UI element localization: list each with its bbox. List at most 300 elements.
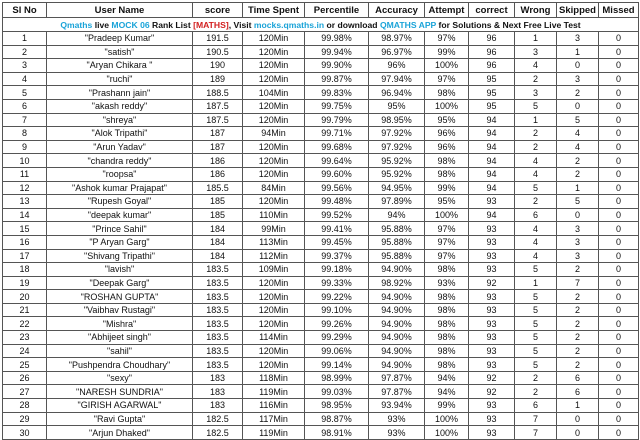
cell-accuracy: 96.97% <box>369 45 425 59</box>
header-attempt: Attempt <box>425 3 469 18</box>
cell-user-name: "P Aryan Garg" <box>47 235 193 249</box>
cell-sl-no: 16 <box>3 235 47 249</box>
cell-missed: 0 <box>599 113 639 127</box>
cell-accuracy: 96% <box>369 59 425 73</box>
cell-time-spent: 120Min <box>243 113 305 127</box>
rank-table <box>2 2 639 440</box>
cell-percentile: 99.56% <box>305 181 369 195</box>
cell-percentile: 99.22% <box>305 290 369 304</box>
cell-score: 187.5 <box>193 99 243 113</box>
cell-sl-no: 29 <box>3 412 47 426</box>
cell-percentile: 99.98% <box>305 32 369 46</box>
cell-score: 186 <box>193 167 243 181</box>
cell-missed: 0 <box>599 235 639 249</box>
cell-sl-no: 19 <box>3 276 47 290</box>
cell-skipped: 2 <box>557 344 599 358</box>
cell-time-spent: 110Min <box>243 208 305 222</box>
cell-user-name: "Ashok kumar Prajapat" <box>47 181 193 195</box>
cell-score: 185 <box>193 208 243 222</box>
cell-accuracy: 94.90% <box>369 263 425 277</box>
cell-missed: 0 <box>599 371 639 385</box>
cell-attempt: 98% <box>425 263 469 277</box>
banner-segment: for Solutions & Next Free Live Test <box>436 19 581 30</box>
cell-percentile: 99.75% <box>305 99 369 113</box>
cell-score: 183.5 <box>193 344 243 358</box>
cell-user-name: "ruchi" <box>47 72 193 86</box>
cell-score: 183.5 <box>193 290 243 304</box>
cell-percentile: 98.99% <box>305 371 369 385</box>
cell-skipped: 2 <box>557 167 599 181</box>
cell-sl-no: 4 <box>3 72 47 86</box>
banner-segment: , Visit <box>228 19 254 30</box>
cell-time-spent: 120Min <box>243 45 305 59</box>
cell-user-name: "Arjun Dhaked" <box>47 426 193 440</box>
cell-missed: 0 <box>599 32 639 46</box>
table-row <box>3 331 639 345</box>
cell-attempt: 100% <box>425 426 469 440</box>
cell-user-name: "chandra reddy" <box>47 154 193 168</box>
cell-score: 188.5 <box>193 86 243 100</box>
header-accuracy: Accuracy <box>369 3 425 18</box>
cell-user-name: "satish" <box>47 45 193 59</box>
cell-time-spent: 120Min <box>243 303 305 317</box>
cell-missed: 0 <box>599 222 639 236</box>
cell-score: 185.5 <box>193 181 243 195</box>
cell-score: 183 <box>193 385 243 399</box>
cell-correct: 96 <box>469 32 515 46</box>
cell-missed: 0 <box>599 358 639 372</box>
cell-attempt: 100% <box>425 208 469 222</box>
cell-missed: 0 <box>599 72 639 86</box>
cell-user-name: "Deepak Garg" <box>47 276 193 290</box>
cell-time-spent: 119Min <box>243 385 305 399</box>
cell-wrong: 3 <box>515 86 557 100</box>
cell-wrong: 7 <box>515 412 557 426</box>
cell-skipped: 1 <box>557 181 599 195</box>
cell-user-name: "Rupesh Goyal" <box>47 195 193 209</box>
cell-skipped: 0 <box>557 426 599 440</box>
cell-wrong: 3 <box>515 45 557 59</box>
cell-score: 182.5 <box>193 426 243 440</box>
cell-sl-no: 13 <box>3 195 47 209</box>
cell-attempt: 97% <box>425 32 469 46</box>
cell-accuracy: 98.97% <box>369 32 425 46</box>
cell-score: 183.5 <box>193 358 243 372</box>
cell-correct: 93 <box>469 358 515 372</box>
cell-accuracy: 94% <box>369 208 425 222</box>
cell-time-spent: 104Min <box>243 86 305 100</box>
cell-percentile: 99.37% <box>305 249 369 263</box>
cell-accuracy: 93% <box>369 426 425 440</box>
cell-score: 184 <box>193 222 243 236</box>
header-skipped: Skipped <box>557 3 599 18</box>
table-row <box>3 154 639 168</box>
cell-attempt: 98% <box>425 317 469 331</box>
cell-attempt: 94% <box>425 385 469 399</box>
cell-missed: 0 <box>599 195 639 209</box>
cell-percentile: 99.94% <box>305 45 369 59</box>
cell-sl-no: 30 <box>3 426 47 440</box>
cell-sl-no: 1 <box>3 32 47 46</box>
table-row <box>3 208 639 222</box>
cell-correct: 93 <box>469 412 515 426</box>
cell-missed: 0 <box>599 99 639 113</box>
cell-time-spent: 120Min <box>243 59 305 73</box>
cell-wrong: 2 <box>515 385 557 399</box>
cell-wrong: 1 <box>515 32 557 46</box>
cell-percentile: 99.68% <box>305 140 369 154</box>
table-row <box>3 32 639 46</box>
cell-time-spent: 120Min <box>243 140 305 154</box>
cell-user-name: "ROSHAN GUPTA" <box>47 290 193 304</box>
cell-skipped: 0 <box>557 412 599 426</box>
cell-attempt: 98% <box>425 167 469 181</box>
cell-skipped: 3 <box>557 249 599 263</box>
rank-table-body <box>3 18 639 440</box>
table-row <box>3 235 639 249</box>
cell-skipped: 3 <box>557 235 599 249</box>
cell-percentile: 99.26% <box>305 317 369 331</box>
cell-skipped: 4 <box>557 127 599 141</box>
cell-user-name: "Mishra" <box>47 317 193 331</box>
cell-user-name: "sahil" <box>47 344 193 358</box>
cell-correct: 95 <box>469 86 515 100</box>
cell-attempt: 97% <box>425 222 469 236</box>
header-user-name: User Name <box>47 3 193 18</box>
cell-correct: 94 <box>469 181 515 195</box>
cell-sl-no: 17 <box>3 249 47 263</box>
cell-accuracy: 97.92% <box>369 140 425 154</box>
cell-user-name: "Prashann jain" <box>47 86 193 100</box>
cell-user-name: "Prince Sahil" <box>47 222 193 236</box>
cell-correct: 93 <box>469 303 515 317</box>
cell-time-spent: 114Min <box>243 331 305 345</box>
header-score: score <box>193 3 243 18</box>
cell-time-spent: 116Min <box>243 399 305 413</box>
table-row <box>3 249 639 263</box>
cell-user-name: "GIRISH AGARWAL" <box>47 399 193 413</box>
cell-sl-no: 6 <box>3 99 47 113</box>
header-missed: Missed <box>599 3 639 18</box>
cell-skipped: 2 <box>557 263 599 277</box>
cell-missed: 0 <box>599 167 639 181</box>
cell-score: 184 <box>193 235 243 249</box>
cell-skipped: 0 <box>557 59 599 73</box>
cell-score: 187 <box>193 140 243 154</box>
cell-wrong: 5 <box>515 99 557 113</box>
cell-accuracy: 94.95% <box>369 181 425 195</box>
table-row <box>3 371 639 385</box>
cell-percentile: 99.06% <box>305 344 369 358</box>
cell-accuracy: 97.87% <box>369 385 425 399</box>
cell-user-name: "deepak kumar" <box>47 208 193 222</box>
cell-attempt: 98% <box>425 303 469 317</box>
cell-missed: 0 <box>599 399 639 413</box>
cell-wrong: 2 <box>515 127 557 141</box>
table-row <box>3 127 639 141</box>
header-row <box>3 3 639 18</box>
cell-skipped: 7 <box>557 276 599 290</box>
cell-user-name: "shreya" <box>47 113 193 127</box>
cell-sl-no: 12 <box>3 181 47 195</box>
cell-sl-no: 5 <box>3 86 47 100</box>
cell-percentile: 99.79% <box>305 113 369 127</box>
cell-user-name: "lavish" <box>47 263 193 277</box>
cell-percentile: 99.87% <box>305 72 369 86</box>
cell-correct: 96 <box>469 59 515 73</box>
cell-sl-no: 24 <box>3 344 47 358</box>
cell-user-name: "Pradeep Kumar" <box>47 32 193 46</box>
cell-user-name: "Aryan Chikara " <box>47 59 193 73</box>
table-row <box>3 86 639 100</box>
cell-accuracy: 96.94% <box>369 86 425 100</box>
cell-missed: 0 <box>599 59 639 73</box>
cell-time-spent: 94Min <box>243 127 305 141</box>
cell-correct: 93 <box>469 344 515 358</box>
cell-sl-no: 7 <box>3 113 47 127</box>
cell-accuracy: 93% <box>369 412 425 426</box>
cell-correct: 93 <box>469 290 515 304</box>
banner-segment: Qmaths <box>60 19 93 30</box>
cell-skipped: 2 <box>557 317 599 331</box>
cell-correct: 96 <box>469 45 515 59</box>
cell-sl-no: 26 <box>3 371 47 385</box>
cell-skipped: 3 <box>557 72 599 86</box>
cell-percentile: 99.29% <box>305 331 369 345</box>
cell-wrong: 2 <box>515 195 557 209</box>
cell-time-spent: 120Min <box>243 358 305 372</box>
cell-skipped: 1 <box>557 45 599 59</box>
cell-user-name: "Arun Yadav" <box>47 140 193 154</box>
cell-sl-no: 14 <box>3 208 47 222</box>
cell-attempt: 98% <box>425 86 469 100</box>
cell-percentile: 99.48% <box>305 195 369 209</box>
cell-wrong: 6 <box>515 399 557 413</box>
cell-time-spent: 109Min <box>243 263 305 277</box>
cell-attempt: 93% <box>425 276 469 290</box>
cell-sl-no: 21 <box>3 303 47 317</box>
cell-score: 183 <box>193 399 243 413</box>
cell-wrong: 4 <box>515 222 557 236</box>
cell-correct: 94 <box>469 167 515 181</box>
cell-accuracy: 94.90% <box>369 331 425 345</box>
cell-wrong: 7 <box>515 426 557 440</box>
cell-correct: 93 <box>469 399 515 413</box>
cell-missed: 0 <box>599 208 639 222</box>
cell-score: 183.5 <box>193 317 243 331</box>
banner-text <box>3 18 639 32</box>
cell-score: 187.5 <box>193 113 243 127</box>
cell-accuracy: 94.90% <box>369 290 425 304</box>
cell-percentile: 99.64% <box>305 154 369 168</box>
cell-accuracy: 94.90% <box>369 303 425 317</box>
banner-link[interactable]: mocks.qmaths.in <box>253 19 325 30</box>
cell-score: 190.5 <box>193 45 243 59</box>
cell-skipped: 2 <box>557 290 599 304</box>
cell-user-name: "Abhijeet singh" <box>47 331 193 345</box>
cell-missed: 0 <box>599 344 639 358</box>
table-row <box>3 276 639 290</box>
cell-skipped: 6 <box>557 385 599 399</box>
cell-missed: 0 <box>599 249 639 263</box>
table-row <box>3 426 639 440</box>
cell-user-name: "NARESH SUNDRIA" <box>47 385 193 399</box>
cell-attempt: 99% <box>425 45 469 59</box>
cell-correct: 93 <box>469 331 515 345</box>
cell-percentile: 99.14% <box>305 358 369 372</box>
cell-time-spent: 120Min <box>243 276 305 290</box>
cell-skipped: 5 <box>557 195 599 209</box>
cell-time-spent: 113Min <box>243 235 305 249</box>
cell-missed: 0 <box>599 45 639 59</box>
banner-segment: live <box>92 19 112 30</box>
cell-score: 183.5 <box>193 331 243 345</box>
cell-wrong: 2 <box>515 72 557 86</box>
cell-time-spent: 120Min <box>243 167 305 181</box>
table-row <box>3 412 639 426</box>
table-row <box>3 59 639 73</box>
table-row <box>3 385 639 399</box>
cell-wrong: 5 <box>515 331 557 345</box>
cell-time-spent: 120Min <box>243 317 305 331</box>
table-row <box>3 290 639 304</box>
cell-correct: 93 <box>469 222 515 236</box>
cell-correct: 93 <box>469 426 515 440</box>
table-row <box>3 222 639 236</box>
cell-wrong: 1 <box>515 276 557 290</box>
table-row <box>3 99 639 113</box>
cell-correct: 92 <box>469 371 515 385</box>
cell-user-name: "Alok Tripathi" <box>47 127 193 141</box>
cell-percentile: 99.18% <box>305 263 369 277</box>
cell-attempt: 98% <box>425 358 469 372</box>
cell-correct: 93 <box>469 317 515 331</box>
cell-sl-no: 25 <box>3 358 47 372</box>
cell-attempt: 98% <box>425 154 469 168</box>
cell-skipped: 0 <box>557 208 599 222</box>
cell-attempt: 98% <box>425 331 469 345</box>
cell-time-spent: 112Min <box>243 249 305 263</box>
cell-sl-no: 9 <box>3 140 47 154</box>
cell-percentile: 99.33% <box>305 276 369 290</box>
cell-time-spent: 99Min <box>243 222 305 236</box>
table-row <box>3 303 639 317</box>
cell-attempt: 95% <box>425 195 469 209</box>
cell-attempt: 96% <box>425 127 469 141</box>
cell-wrong: 4 <box>515 235 557 249</box>
table-row <box>3 167 639 181</box>
rank-list-sheet <box>2 2 638 440</box>
cell-missed: 0 <box>599 290 639 304</box>
cell-attempt: 100% <box>425 59 469 73</box>
cell-sl-no: 23 <box>3 331 47 345</box>
header-time-spent: Time Spent <box>243 3 305 18</box>
cell-correct: 95 <box>469 99 515 113</box>
cell-percentile: 98.87% <box>305 412 369 426</box>
table-row <box>3 263 639 277</box>
cell-wrong: 1 <box>515 113 557 127</box>
table-row <box>3 317 639 331</box>
cell-correct: 94 <box>469 140 515 154</box>
cell-wrong: 2 <box>515 140 557 154</box>
cell-time-spent: 120Min <box>243 72 305 86</box>
cell-correct: 94 <box>469 113 515 127</box>
cell-attempt: 97% <box>425 249 469 263</box>
cell-accuracy: 97.94% <box>369 72 425 86</box>
table-row <box>3 140 639 154</box>
cell-user-name: "roopsa" <box>47 167 193 181</box>
cell-missed: 0 <box>599 385 639 399</box>
cell-sl-no: 20 <box>3 290 47 304</box>
cell-user-name: "akash reddy" <box>47 99 193 113</box>
cell-attempt: 100% <box>425 412 469 426</box>
cell-wrong: 4 <box>515 59 557 73</box>
cell-missed: 0 <box>599 140 639 154</box>
cell-skipped: 6 <box>557 371 599 385</box>
cell-accuracy: 97.92% <box>369 127 425 141</box>
cell-accuracy: 95% <box>369 99 425 113</box>
table-row <box>3 195 639 209</box>
cell-time-spent: 117Min <box>243 412 305 426</box>
cell-accuracy: 97.87% <box>369 371 425 385</box>
cell-wrong: 5 <box>515 303 557 317</box>
cell-correct: 94 <box>469 208 515 222</box>
cell-user-name: "Vaibhav Rustagi" <box>47 303 193 317</box>
cell-missed: 0 <box>599 303 639 317</box>
cell-skipped: 5 <box>557 113 599 127</box>
cell-percentile: 99.71% <box>305 127 369 141</box>
table-row <box>3 45 639 59</box>
cell-time-spent: 84Min <box>243 181 305 195</box>
cell-sl-no: 2 <box>3 45 47 59</box>
cell-correct: 93 <box>469 249 515 263</box>
cell-percentile: 99.83% <box>305 86 369 100</box>
cell-attempt: 95% <box>425 113 469 127</box>
cell-sl-no: 10 <box>3 154 47 168</box>
cell-wrong: 5 <box>515 290 557 304</box>
cell-wrong: 6 <box>515 208 557 222</box>
cell-user-name: "Pushpendra Choudhary" <box>47 358 193 372</box>
cell-score: 184 <box>193 249 243 263</box>
header-wrong: Wrong <box>515 3 557 18</box>
cell-skipped: 2 <box>557 303 599 317</box>
table-row <box>3 358 639 372</box>
cell-sl-no: 3 <box>3 59 47 73</box>
cell-wrong: 4 <box>515 154 557 168</box>
cell-percentile: 98.95% <box>305 399 369 413</box>
cell-score: 183 <box>193 371 243 385</box>
cell-correct: 93 <box>469 235 515 249</box>
cell-skipped: 0 <box>557 99 599 113</box>
cell-attempt: 94% <box>425 371 469 385</box>
cell-attempt: 96% <box>425 140 469 154</box>
cell-sl-no: 28 <box>3 399 47 413</box>
cell-time-spent: 120Min <box>243 32 305 46</box>
banner-segment: or download <box>324 19 380 30</box>
cell-attempt: 97% <box>425 235 469 249</box>
banner-segment: [MATHS] <box>193 19 229 30</box>
cell-accuracy: 98.92% <box>369 276 425 290</box>
cell-missed: 0 <box>599 263 639 277</box>
cell-accuracy: 95.92% <box>369 167 425 181</box>
table-row <box>3 344 639 358</box>
cell-percentile: 98.91% <box>305 426 369 440</box>
cell-sl-no: 18 <box>3 263 47 277</box>
cell-wrong: 4 <box>515 249 557 263</box>
cell-skipped: 4 <box>557 140 599 154</box>
cell-percentile: 99.10% <box>305 303 369 317</box>
banner-segment: Rank List <box>149 19 194 30</box>
